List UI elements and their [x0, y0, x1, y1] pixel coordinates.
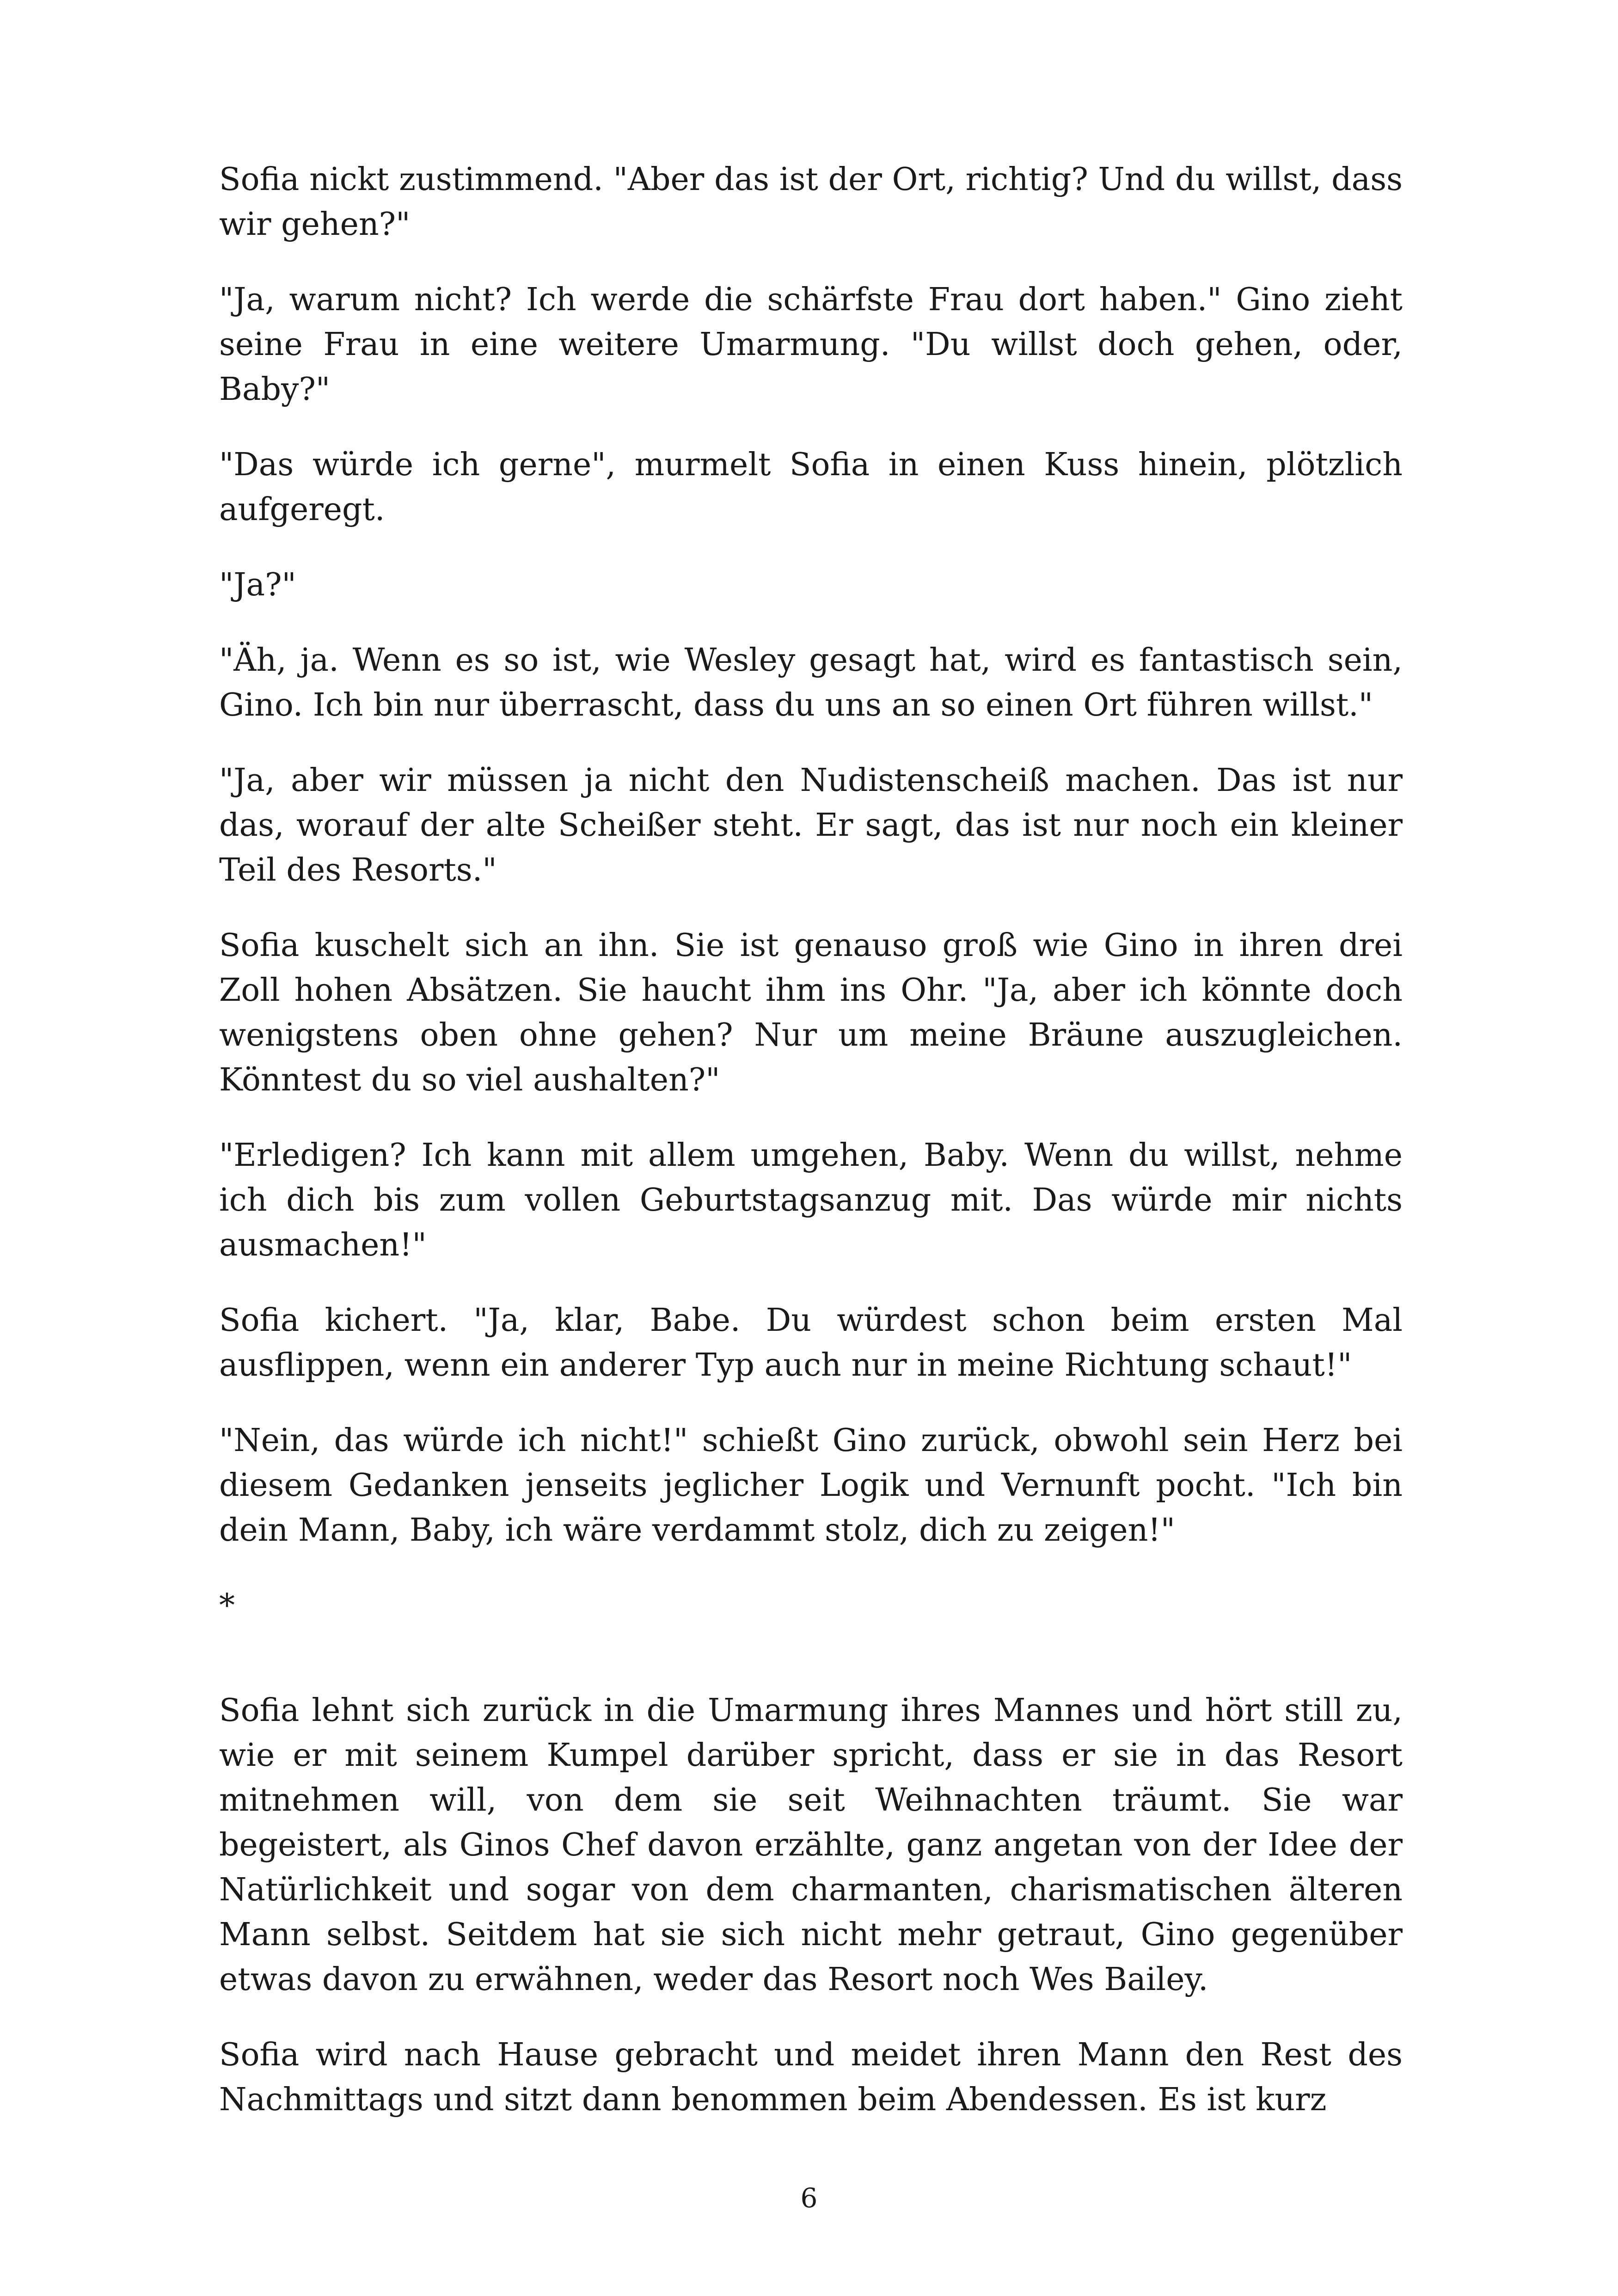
paragraph: Sofia wird nach Hause gebracht und meidet ihren Mann den Rest des Nachmittags und sitzt dann benommen beim Abendessen. Es ist kurz: [219, 2037, 1403, 2118]
paragraph: "Erledigen? Ich kann mit allem umgehen, Baby. Wenn du willst, nehme ich dich bis zum vollen Geburtstagsanzug mit. Das würde mir nichts ausmachen!": [219, 1137, 1403, 1263]
paragraph: Sofia kuschelt sich an ihn. Sie ist genauso groß wie Gino in ihren drei Zoll hohen Absätzen. Sie haucht ihm ins Ohr. "Ja, aber ich könnte doch wenigstens oben ohne gehen? Nur um meine Bräune auszugleichen. Könntest du so viel aushalten?": [219, 927, 1403, 1098]
scene-break: *: [219, 1587, 235, 1624]
paragraph: "Ja, warum nicht? Ich werde die schärfste Frau dort haben." Gino zieht seine Frau in eine weitere Umarmung. "Du willst doch gehen, oder, Baby?": [219, 282, 1403, 408]
paragraph: "Das würde ich gerne", murmelt Sofia in einen Kuss hinein, plötzlich aufgeregt.: [219, 447, 1403, 528]
paragraph: "Ja, aber wir müssen ja nicht den Nudistenscheiß machen. Das ist nur das, worauf der alte Scheißer steht. Er sagt, das ist nur noch ein kleiner Teil des Resorts.": [219, 762, 1403, 888]
paragraph: Sofia nickt zustimmend. "Aber das ist der Ort, richtig? Und du willst, dass wir gehen?": [219, 161, 1403, 243]
page-body: [219, 157, 1403, 2153]
page-number: 6: [800, 2182, 818, 2214]
paragraph: Sofia lehnt sich zurück in die Umarmung ihres Mannes und hört still zu, wie er mit seinem Kumpel darüber spricht, dass er sie in das Resort mitnehmen will, von dem sie seit Weihnachten träumt. Sie war begeistert, als Ginos Chef davon erzählte, ganz angetan von der Idee der Natürlichkeit und sogar von dem charmanten, charismatischen älteren Mann selbst. Seitdem hat sie sich nicht mehr getraut, Gino gegenüber etwas davon zu erwähnen, weder das Resort noch Wes Bailey.: [219, 1692, 1403, 1998]
paragraph: "Äh, ja. Wenn es so ist, wie Wesley gesagt hat, wird es fantastisch sein, Gino. Ich bin nur überrascht, dass du uns an so einen Ort führen willst.": [219, 642, 1403, 723]
paragraph: Sofia kichert. "Ja, klar, Babe. Du würdest schon beim ersten Mal ausflippen, wenn ein anderer Typ auch nur in meine Richtung schaut!": [219, 1302, 1403, 1384]
paragraph: "Nein, das würde ich nicht!" schießt Gino zurück, obwohl sein Herz bei diesem Gedanken jenseits jeglicher Logik und Vernunft pocht. "Ich bin dein Mann, Baby, ich wäre verdammt stolz, dich zu zeigen!": [219, 1422, 1403, 1549]
paragraph: "Ja?": [219, 567, 296, 603]
